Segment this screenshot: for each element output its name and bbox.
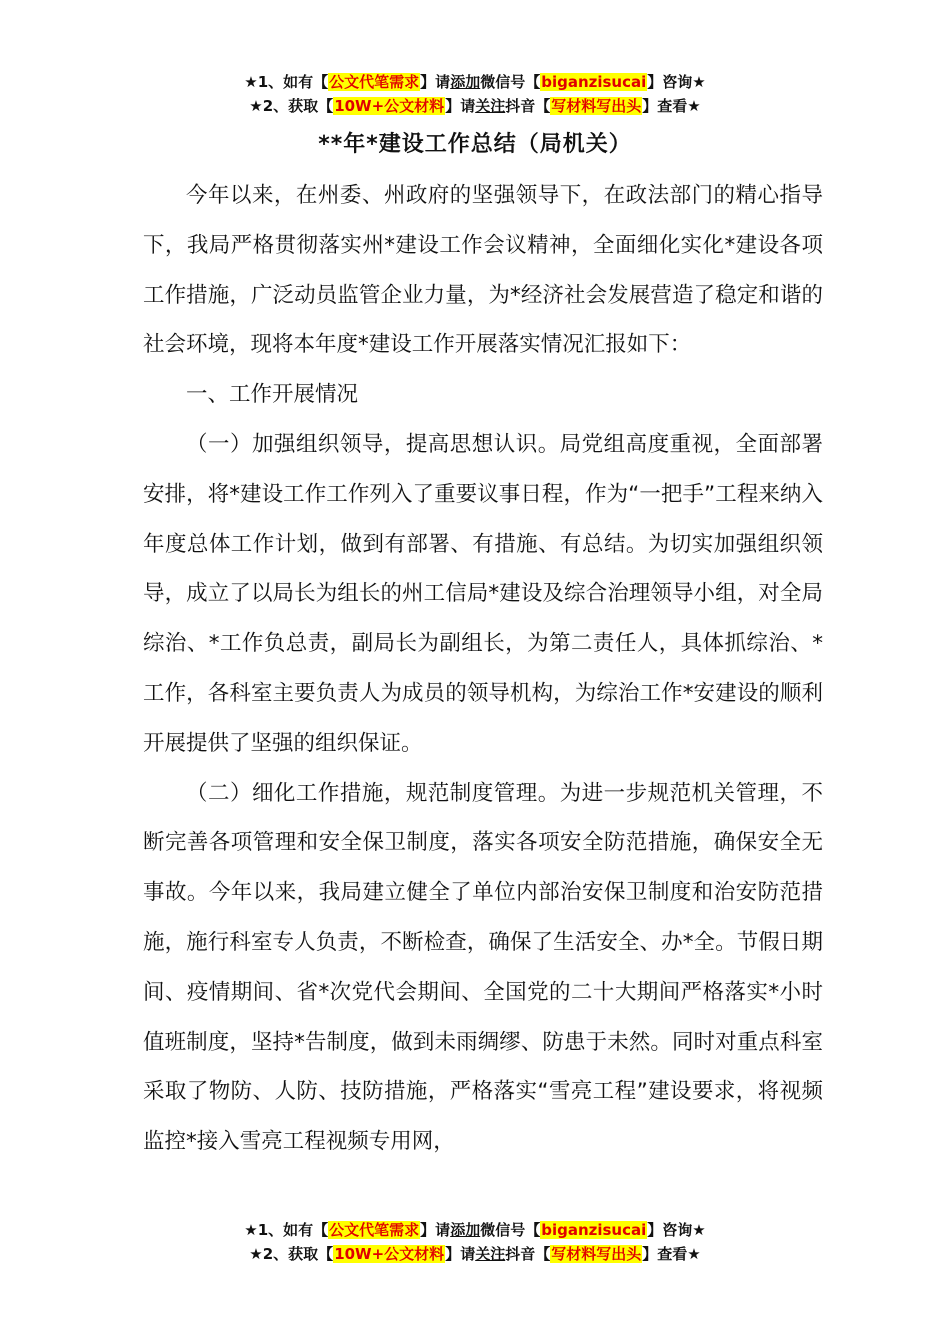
banner-text: 抖音【 (505, 97, 551, 115)
banner-text: 微信号【 (480, 1221, 541, 1239)
document-title: **年*建设工作总结（局机关） (318, 132, 632, 157)
banner-text: 】查看★ (642, 97, 701, 115)
highlight-materials: 10W+公文材料 (334, 97, 445, 115)
banner-line-2 (0, 1242, 950, 1266)
banner-text: 抖音【 (505, 1245, 551, 1263)
banner-text: ★2、获取【 (249, 97, 334, 115)
banner-text: ★1、如有【 (244, 73, 329, 91)
banner-text: 】请 (420, 73, 451, 91)
highlight-materials: 10W+公文材料 (334, 1245, 445, 1263)
banner-text: ★1、如有【 (244, 1221, 329, 1239)
highlight-wechat-id: biganzisucai (541, 73, 647, 91)
underlined-text: 关注 (475, 97, 506, 115)
banner-line-1 (0, 1218, 950, 1242)
top-banner (0, 70, 950, 118)
banner-line-2 (0, 94, 950, 118)
banner-text: 】请 (445, 97, 476, 115)
banner-text: 】查看★ (642, 1245, 701, 1263)
highlight-douyin-id: 写材料写出头 (551, 97, 642, 115)
banner-text: 】咨询★ (647, 1221, 706, 1239)
highlight-douyin-id: 写材料写出头 (551, 1245, 642, 1263)
paragraph-measures: （二）细化工作措施，规范制度管理。为进一步规范机关管理，不断完善各项管理和安全保卫制度，落实各项安全防范措施，确保安全无事故。今年以来，我局建立健全了单位内部治安保卫制度和治安防范措施，施行科室专人负责，不断检查，确保了生活安全、办*全。节假日期间、疫情期间、省*次党代会期间、全国党的二十大期间严格落实*小时值班制度，坚持*告制度，做到未雨绸缪、防患于未然。同时对重点科室采取了物防、人防、技防措施，严格落实“雪亮工程”建设要求，将视频监控*接入雪亮工程视频专用网， (143, 780, 823, 1155)
banner-text: 微信号【 (480, 73, 541, 91)
banner-text: 】咨询★ (647, 73, 706, 91)
banner-text: ★2、获取【 (249, 1245, 334, 1263)
highlight-wechat-id: biganzisucai (541, 1221, 647, 1239)
highlight-service: 公文代笔需求 (329, 1221, 420, 1239)
underlined-text: 关注 (475, 1245, 506, 1263)
paragraph-intro: 今年以来，在州委、州政府的坚强领导下，在政法部门的精心指导下，我局严格贯彻落实州*建设工作会议精神，全面细化实化*建设各项工作措施，广泛动员监管企业力量，为*经济社会发展营造了稳定和谐的社会环境，现将本年度*建设工作开展落实情况汇报如下： (143, 183, 823, 358)
document-body (143, 171, 823, 1167)
section-heading: 一、工作开展情况 (186, 382, 359, 408)
bottom-banner (0, 1218, 950, 1266)
highlight-service: 公文代笔需求 (329, 73, 420, 91)
banner-text: 】请 (420, 1221, 451, 1239)
paragraph-organization: （一）加强组织领导，提高思想认识。局党组高度重视，全面部署安排，将*建设工作工作列入了重要议事日程，作为“一把手”工程来纳入年度总体工作计划，做到有部署、有措施、有总结。为切实加强组织领导，成立了以局长为组长的州工信局*建设及综合治理领导小组，对全局综治、*工作负总责，副局长为副组长，为第二责任人，具体抓综治、*工作，各科室主要负责人为成员的领导机构，为综治工作*安建设的顺利开展提供了坚强的组织保证。 (143, 431, 823, 756)
banner-text: 】请 (445, 1245, 476, 1263)
banner-line-1 (0, 70, 950, 94)
underlined-text: 添加 (450, 1221, 481, 1239)
underlined-text: 添加 (450, 73, 481, 91)
